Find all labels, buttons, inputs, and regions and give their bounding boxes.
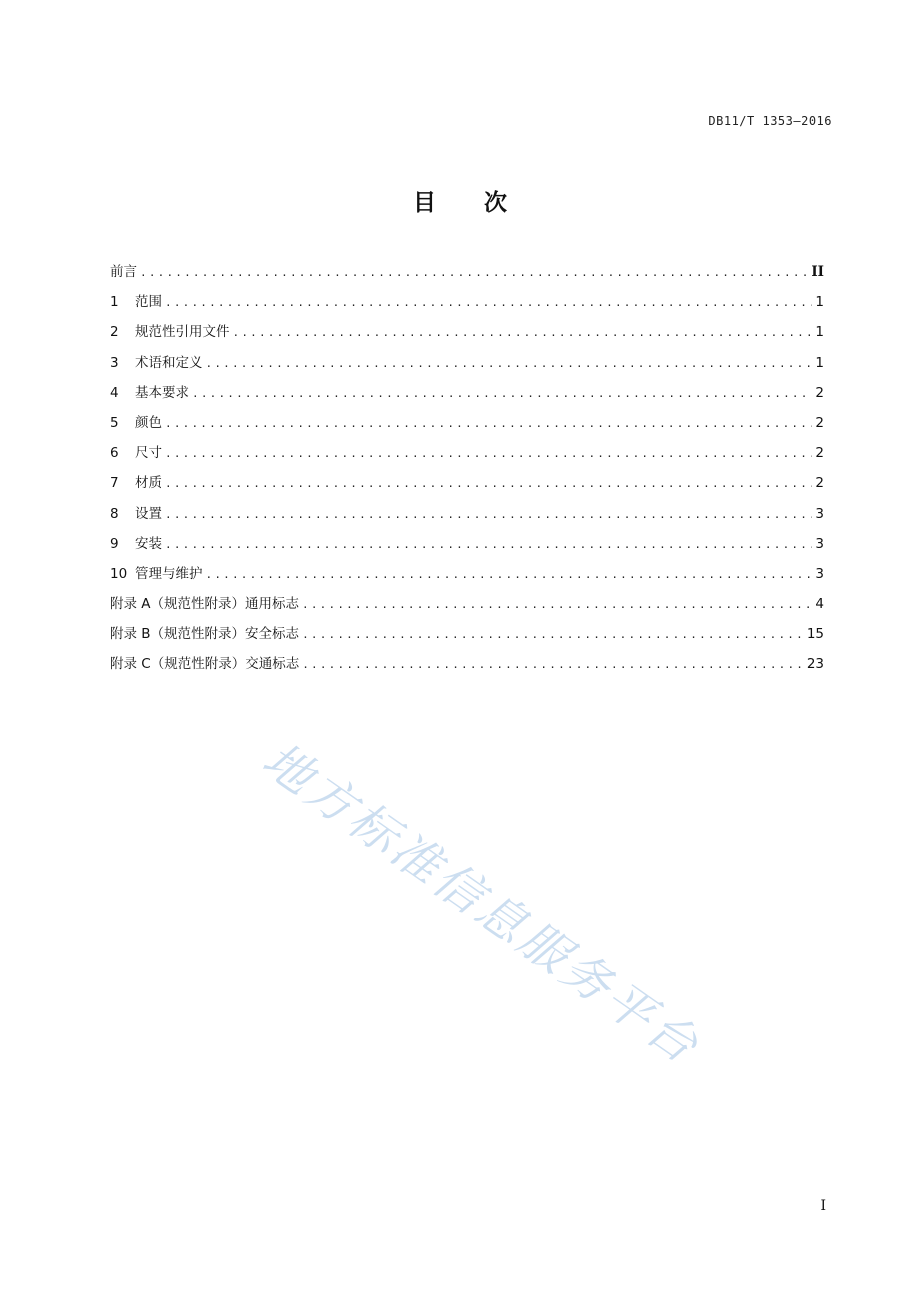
- dot-leader: [302, 620, 804, 650]
- toc-entry-8[interactable]: [110, 499, 824, 529]
- toc-entry-7[interactable]: [110, 468, 824, 498]
- toc-entry-label: 附录 A（规范性附录）通用标志: [110, 596, 300, 613]
- toc-entry-number: 6: [110, 445, 119, 462]
- toc-entry-appendix-b[interactable]: [110, 619, 824, 649]
- toc-entry-page: 2: [815, 445, 824, 462]
- toc-entry-number: 5: [110, 414, 119, 431]
- dot-leader: [140, 258, 808, 288]
- toc-entry-appendix-c[interactable]: [110, 649, 824, 679]
- dot-leader: [165, 409, 812, 439]
- dot-leader: [165, 530, 812, 560]
- dot-leader: [192, 379, 812, 409]
- page-title: [0, 184, 920, 217]
- toc-entry-page: 2: [815, 475, 824, 492]
- toc-entry-label: 规范性引用文件: [135, 324, 230, 341]
- toc-entry-label: 范围: [135, 294, 162, 311]
- dot-leader: [302, 650, 804, 680]
- toc-entry-page: 3: [815, 505, 824, 522]
- toc-entry-5[interactable]: [110, 408, 824, 438]
- toc-entry-label: 附录 B（规范性附录）安全标志: [110, 626, 300, 643]
- toc-entry-label: 尺寸: [135, 445, 162, 462]
- toc-entry-label: 管理与维护: [135, 565, 203, 582]
- dot-leader: [233, 318, 813, 348]
- toc-entry-10[interactable]: [110, 559, 824, 589]
- watermark: 地方标准信息服务平台: [252, 731, 711, 1076]
- title-char-2: 次: [484, 190, 507, 216]
- toc-entry-6[interactable]: [110, 438, 824, 468]
- toc-entry-2[interactable]: [110, 317, 824, 347]
- toc-entry-page: 1: [815, 354, 824, 371]
- toc-entry-1[interactable]: [110, 287, 824, 317]
- dot-leader: [302, 590, 812, 620]
- toc-entry-number: 4: [110, 384, 119, 401]
- toc-entry-page: 2: [815, 384, 824, 401]
- toc-entry-9[interactable]: [110, 529, 824, 559]
- toc-entry-number: 7: [110, 475, 119, 492]
- dot-leader: [206, 560, 813, 590]
- toc-entry-label: 颜色: [135, 414, 162, 431]
- toc-entry-number: 8: [110, 505, 119, 522]
- toc-entry-foreword[interactable]: [110, 257, 824, 287]
- toc-entry-number: 3: [110, 354, 119, 371]
- toc-entry-label: 设置: [135, 505, 162, 522]
- toc-entry-page: II: [811, 264, 824, 280]
- toc-entry-appendix-a[interactable]: [110, 589, 824, 619]
- toc-entry-label: 材质: [135, 475, 162, 492]
- toc-entry-label: 附录 C（规范性附录）交通标志: [110, 656, 300, 673]
- page-number: I: [820, 1198, 826, 1214]
- toc-entry-page: 3: [815, 565, 824, 582]
- dot-leader: [165, 439, 812, 469]
- toc-entry-page: 3: [815, 535, 824, 552]
- toc-entry-label: 基本要求: [135, 384, 189, 401]
- toc-entry-number: 9: [110, 535, 119, 552]
- toc-entry-number: 2: [110, 324, 119, 341]
- dot-leader: [165, 288, 812, 318]
- toc-entry-4[interactable]: [110, 378, 824, 408]
- toc-entry-page: 4: [815, 596, 824, 613]
- toc-entry-page: 15: [806, 626, 824, 643]
- dot-leader: [206, 349, 813, 379]
- document-code: DB11/T 1353—2016: [708, 114, 832, 128]
- toc-entry-page: 1: [815, 294, 824, 311]
- toc-entry-label: 前言: [110, 264, 137, 280]
- toc-entry-page: 1: [815, 324, 824, 341]
- toc-entry-label: 术语和定义: [135, 354, 203, 371]
- dot-leader: [165, 469, 812, 499]
- toc-entry-3[interactable]: [110, 348, 824, 378]
- toc-entry-number: 1: [110, 294, 119, 311]
- toc-entry-number: 10: [110, 565, 128, 582]
- title-char-1: 目: [413, 190, 436, 216]
- table-of-contents: [110, 257, 824, 680]
- toc-entry-page: 23: [806, 656, 824, 673]
- toc-entry-label: 安装: [135, 535, 162, 552]
- dot-leader: [165, 500, 812, 530]
- toc-entry-page: 2: [815, 414, 824, 431]
